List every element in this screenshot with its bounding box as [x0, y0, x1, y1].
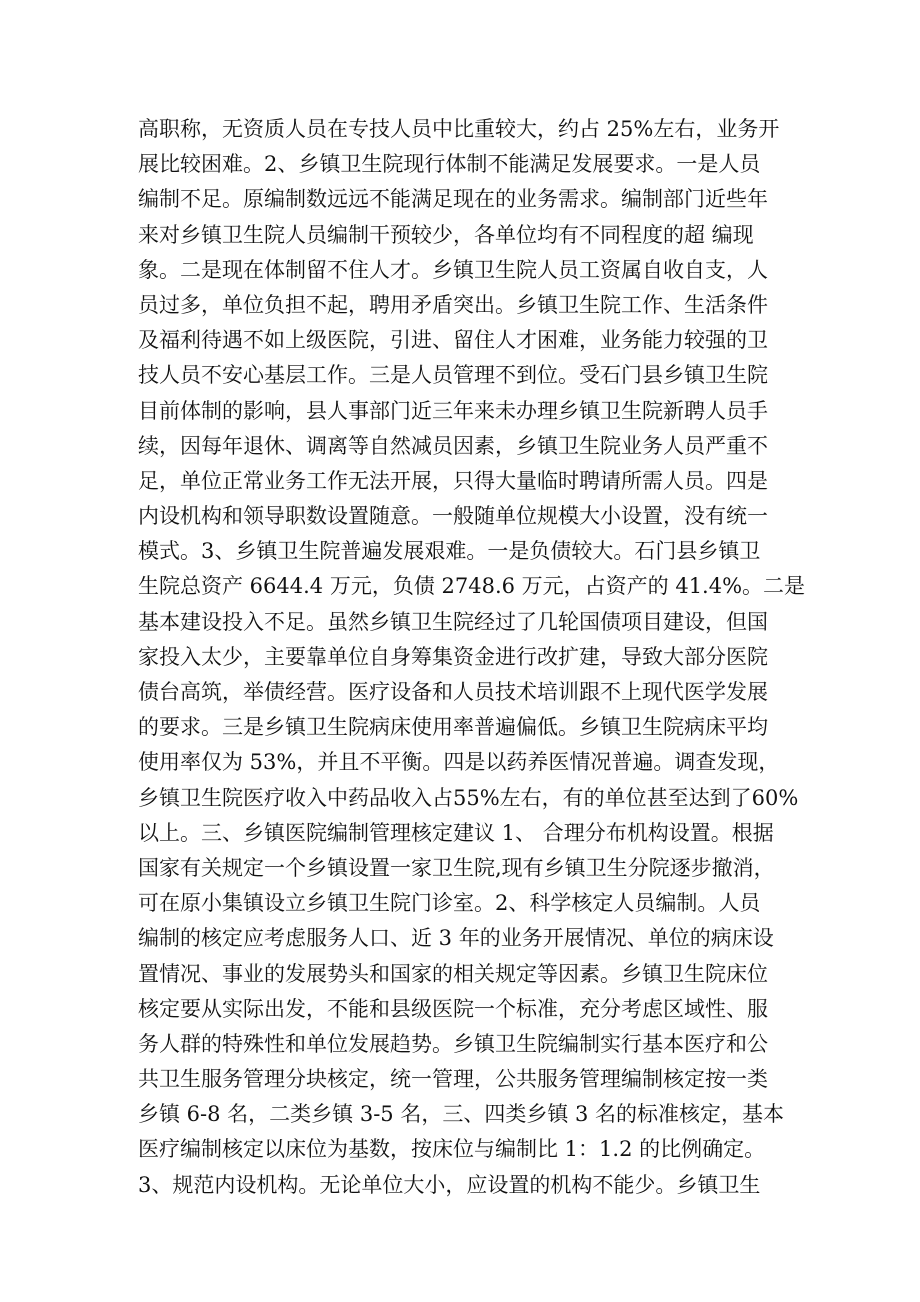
text-line: 置情况、事业的发展势头和国家的相关规定等因素。乡镇卫生院床位: [138, 961, 768, 986]
text-line: 3、规范内设机构。无论单位大小，应设置的机构不能少。乡镇卫生: [138, 1172, 761, 1197]
text-line: 生院总资产 6644.4 万元，负债 2748.6 万元，占资产的 41.4%。二是: [138, 574, 806, 599]
text-line: 基本建设投入不足。虽然乡镇卫生院经过了几轮国债项目建设，但国: [138, 609, 768, 634]
text-line: 核定要从实际出发，不能和县级医院一个标准，充分考虑区域性、服: [138, 996, 768, 1021]
text-line: 家投入太少，主要靠单位自身筹集资金进行改扩建，导致大部分医院: [138, 644, 768, 669]
text-line: 债台高筑，举债经营。医疗设备和人员技术培训跟不上现代医学发展: [138, 680, 768, 704]
text-line: 以上。三、乡镇医院编制管理核定建议 1、 合理分布机构设置。根据: [138, 820, 774, 845]
text-line: 内设机构和领导职数设置随意。一般随单位规模大小设置，没有统一: [138, 504, 768, 529]
text-line: 来对乡镇卫生院人员编制干预较少，各单位均有不同程度的超 编现: [138, 222, 754, 247]
text-line: 务人群的特殊性和单位发展趋势。乡镇卫生院编制实行基本医疗和公: [138, 1031, 768, 1056]
text-line: 编制不足。原编制数远远不能满足现在的业务需求。编制部门近些年: [138, 187, 768, 212]
text-line: 高职称，无资质人员在专技人员中比重较大，约占 25%左右，业务开: [138, 117, 780, 141]
text-line: 编制的核定应考虑服务人口、近 3 年的业务开展情况、单位的病床设: [138, 926, 774, 951]
text-line: 目前体制的影响，县人事部门近三年来未办理乡镇卫生院新聘人员手: [138, 398, 768, 423]
text-line: 乡镇 6-8 名，二类乡镇 3-5 名，三、四类乡镇 3 名的标准核定，基本: [138, 1102, 785, 1127]
text-line: 展比较困难。2、乡镇卫生院现行体制不能满足发展要求。一是人员: [138, 152, 761, 177]
text-line: 象。二是现在体制留不住人才。乡镇卫生院人员工资属自收自支，人: [138, 257, 768, 282]
text-line: 医疗编制核定以床位为基数，按床位与编制比 1：1.2 的比例确定。: [138, 1137, 766, 1162]
text-line: 续，因每年退休、调离等自然减员因素，乡镇卫生院业务人员严重不: [138, 433, 768, 458]
body-paragraph: [138, 112, 806, 1203]
text-line: 足，单位正常业务工作无法开展，只得大量临时聘请所需人员。四是: [138, 468, 768, 493]
text-line: 模式。3、乡镇卫生院普遍发展艰难。一是负债较大。石门县乡镇卫: [138, 539, 761, 564]
text-line: 的要求。三是乡镇卫生院病床使用率普遍偏低。乡镇卫生院病床平均: [138, 715, 768, 740]
text-line: 员过多，单位负担不起，聘用矛盾突出。乡镇卫生院工作、生活条件: [138, 292, 768, 317]
text-line: 技人员不安心基层工作。三是人员管理不到位。受石门县乡镇卫生院: [138, 363, 768, 388]
text-line: 及福利待遇不如上级医院，引进、留住人才困难，业务能力较强的卫: [138, 328, 768, 353]
text-line: 共卫生服务管理分块核定，统一管理，公共服务管理编制核定按一类: [138, 1067, 768, 1092]
text-line: 乡镇卫生院医疗收入中药品收入占55%左右，有的单位甚至达到了60%: [138, 785, 799, 810]
text-line: 国家有关规定一个乡镇设置一家卫生院,现有乡镇卫生分院逐步撤消，: [138, 855, 775, 880]
text-line: 可在原小集镇设立乡镇卫生院门诊室。2、科学核定人员编制。人员: [138, 891, 761, 916]
text-line: 使用率仅为 53%，并且不平衡。四是以药养医情况普遍。调查发现，: [138, 750, 780, 775]
